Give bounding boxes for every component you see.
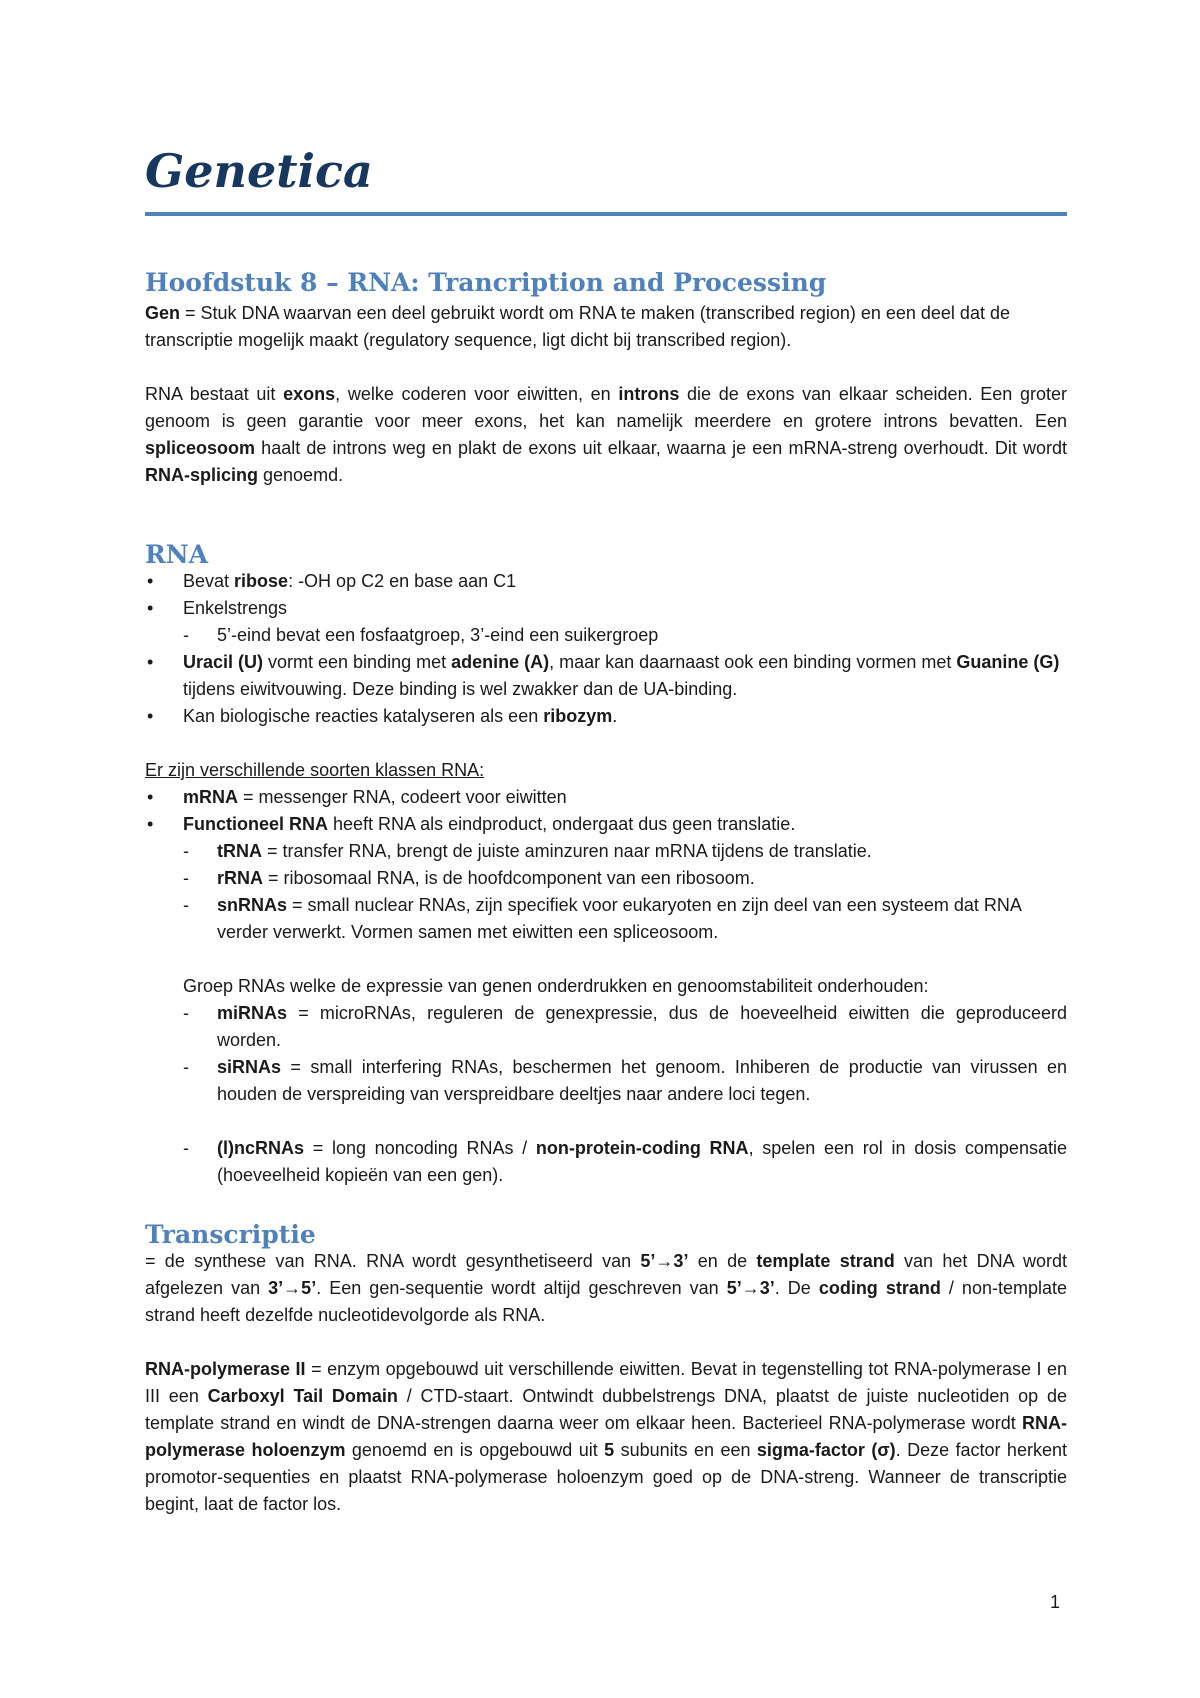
sub-list-item: - rRNA = ribosomaal RNA, is de hoofdcomponent van een ribosoom. — [145, 865, 1067, 892]
list-item: • Enkelstrengs - 5’-eind bevat een fosfaatgroep, 3’-eind een suikergroep — [145, 595, 1067, 649]
regulatory-rna-intro: Groep RNAs welke de expressie van genen onderdrukken en genoomstabiliteit onderhouden: — [183, 976, 929, 996]
chapter-heading: Hoofdstuk 8 – RNA: Trancription and Processing — [145, 268, 827, 297]
rna-classes-list — [145, 784, 1067, 838]
list-item: • Bevat ribose: -OH op C2 en base aan C1 — [145, 568, 1067, 595]
rna-heading: RNA — [145, 540, 209, 569]
chapter-intro — [145, 300, 1067, 489]
list-item: • Kan biologische reacties katalyseren als een ribozym. — [145, 703, 1067, 730]
sub-list-item: - tRNA = transfer RNA, brengt de juiste aminzuren naar mRNA tijdens de translatie. — [145, 838, 1067, 865]
regulatory-rna-list — [145, 1000, 1067, 1189]
document-title: Genetica — [145, 144, 373, 198]
page-number: 1 — [1050, 1592, 1061, 1612]
list-item: • Functioneel RNA heeft RNA als eindproduct, ondergaat dus geen translatie. — [145, 811, 1067, 838]
sub-list-item: - miRNAs = microRNAs, reguleren de genexpressie, dus de hoeveelheid eiwitten die geproduceerd worden. — [145, 1000, 1067, 1054]
rna-properties-list — [145, 568, 1067, 730]
title-underline — [145, 212, 1067, 216]
list-item: • mRNA = messenger RNA, codeert voor eiwitten — [145, 784, 1067, 811]
list-item: • Uracil (U) vormt een binding met adenine (A), maar kan daarnaast ook een binding vormen met Guanine (G) tijdens eiwitvouwing. Deze binding is wel zwakker dan de UA-binding. — [145, 649, 1067, 703]
transcriptie-heading: Transcriptie — [145, 1220, 316, 1249]
transcriptie-definition: = de synthese van RNA. RNA wordt gesynthetiseerd van 5’→3’ en de template strand van het DNA wordt afgelezen van 3’→5’. Een gen-sequentie wordt altijd geschreven van 5’→3’. De coding strand / non-template strand heeft dezelfde nucleotidevolgorde als RNA. — [145, 1251, 1067, 1325]
transcriptie-section — [145, 1248, 1067, 1518]
rna-polymerase-paragraph: RNA-polymerase II = enzym opgebouwd uit verschillende eiwitten. Bevat in tegenstelling tot RNA-polymerase I en III een Carboxyl Tail Domain / CTD-staart. Ontwindt dubbelstrengs DNA, plaatst de juiste nucleotiden op de template strand en windt de DNA-strengen daarna weer om elkaar heen. Bacterieel RNA-polymerase wordt RNA-polymerase holoenzym genoemd en is opgebouwd uit 5 subunits en een sigma-factor (σ). Deze factor herkent promotor-sequenties en plaatst RNA-polymerase holoenzym goed op de DNA-streng. Wanneer de transcriptie begint, laat de factor los. — [145, 1359, 1067, 1514]
sub-list-item: - siRNAs = small interfering RNAs, beschermen het genoom. Inhiberen de productie van virussen en houden de verspreiding van verspreidbare deeltjes naar andere loci tegen. — [145, 1054, 1067, 1108]
gen-definition: Gen = Stuk DNA waarvan een deel gebruikt wordt om RNA te maken (transcribed region) en een deel dat de transcriptie mogelijk maakt (regulatory sequence, ligt dicht bij transcribed region). — [145, 303, 1010, 350]
sub-list-item: - 5’-eind bevat een fosfaatgroep, 3’-eind een suikergroep — [145, 622, 1067, 649]
rna-classes-intro: Er zijn verschillende soorten klassen RNA: — [145, 760, 485, 780]
functional-rna-list — [145, 838, 1067, 946]
sub-list-item: - (l)ncRNAs = long noncoding RNAs / non-protein-coding RNA, spelen een rol in dosis compensatie (hoeveelheid kopieën van een gen). — [145, 1135, 1067, 1189]
exons-introns-paragraph: RNA bestaat uit exons, welke coderen voor eiwitten, en introns die de exons van elkaar scheiden. Een groter genoom is geen garantie voor meer exons, het kan namelijk meerdere en grotere introns bevatten. Een spliceosoom haalt de introns weg en plakt de exons uit elkaar, waarna je een mRNA-streng overhoudt. Dit wordt RNA-splicing genoemd. — [145, 384, 1067, 485]
rna-section — [145, 568, 1067, 1189]
sub-list-item: - snRNAs = small nuclear RNAs, zijn specifiek voor eukaryoten en zijn deel van een systeem dat RNA verder verwerkt. Vormen samen met eiwitten een spliceosoom. — [145, 892, 1067, 946]
